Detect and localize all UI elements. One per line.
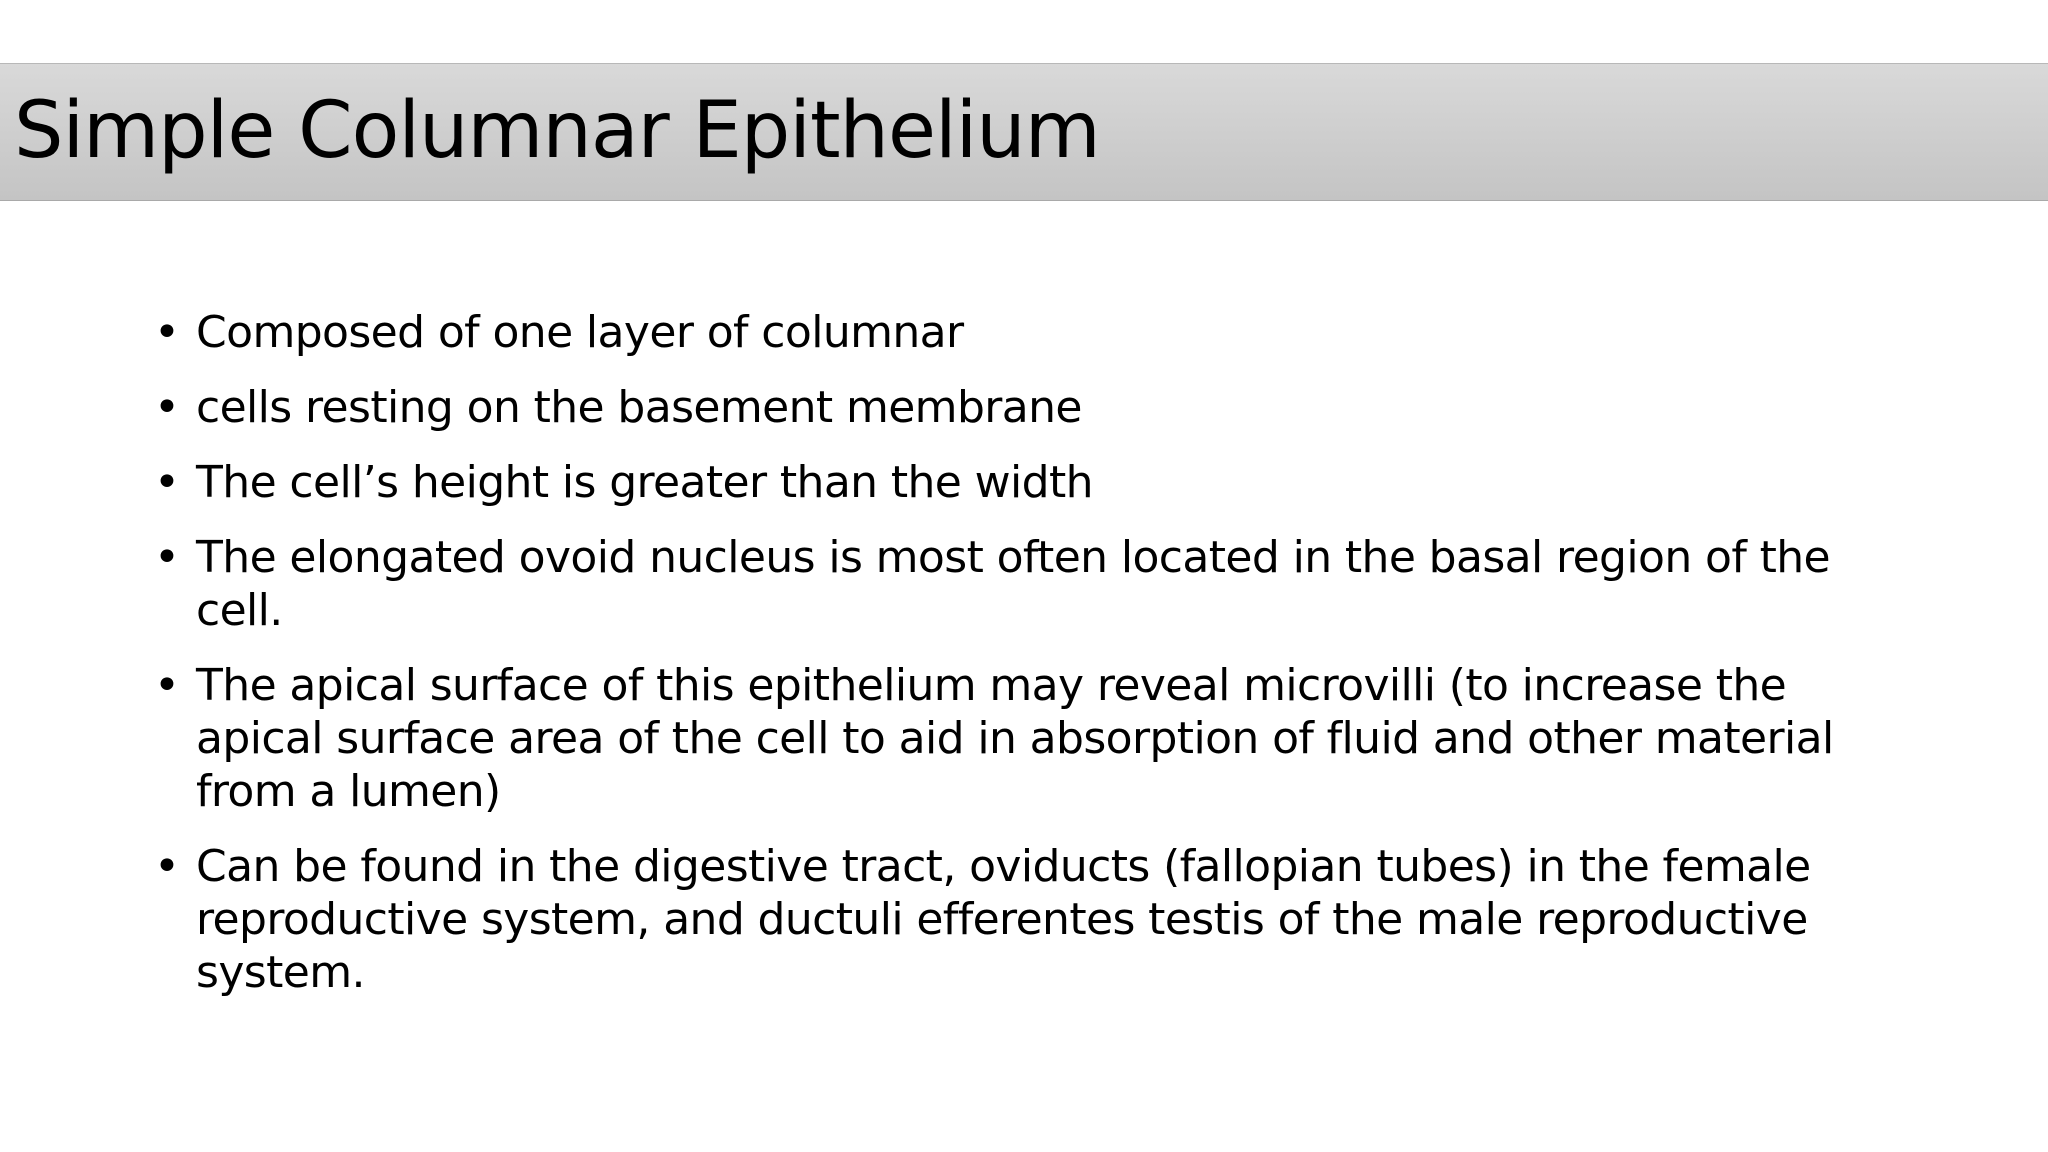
bullet-item [150,456,1890,509]
bullet-text: Can be found in the digestive tract, oviducts (fallopian tubes) in the female reproductive system, and ductuli efferentes testis of the male reproductive system. [196,841,1811,998]
bullet-dot-icon: • [154,307,180,358]
bullet-dot-icon: • [154,532,180,583]
bullet-item [150,381,1890,434]
bullet-dot-icon: • [154,457,180,508]
title-bar [0,63,2048,201]
bullet-dot-icon: • [154,382,180,433]
bullet-dot-icon: • [154,660,180,711]
bullet-text: Composed of one layer of columnar [196,307,964,358]
bullet-item [150,840,1890,999]
bullet-text: The cell’s height is greater than the width [196,457,1093,508]
bullet-text: The apical surface of this epithelium may reveal microvilli (to increase the apical surface area of the cell to aid in absorption of fluid and other material from a lumen) [196,660,1834,817]
bullet-item [150,531,1890,637]
bullet-item [150,306,1890,359]
bullet-item [150,659,1890,818]
bullet-dot-icon: • [154,841,180,892]
slide-title: Simple Columnar Epithelium [14,86,1100,176]
bullet-list [150,306,1890,1021]
bullet-text: cells resting on the basement membrane [196,382,1082,433]
bullet-text: The elongated ovoid nucleus is most often located in the basal region of the cell. [196,532,1831,636]
